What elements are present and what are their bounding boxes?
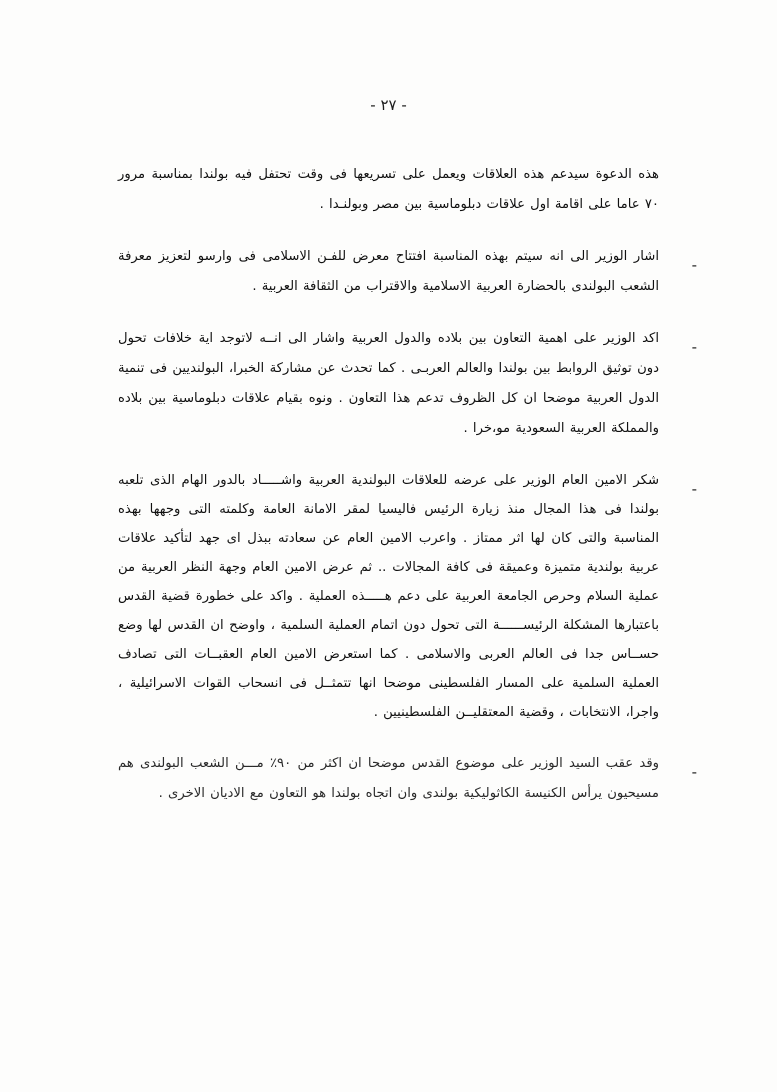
- paragraph-5: [118, 749, 697, 809]
- page-number: - ٢٧ -: [370, 96, 407, 114]
- paragraph-marker-5: -: [691, 763, 697, 781]
- paragraph-4: [118, 466, 697, 727]
- paragraph-text-2: اشار الوزير الى انه سيتم بهذه المناسبة افتتاح معرض للفـن الاسلامى فى وارسو لتعزيز معرفة الشعب البولندى بالحضارة العربية الاسلامية والاقتراب من الثقافة العربية .: [118, 249, 659, 294]
- document-body: [118, 160, 697, 831]
- paragraph-marker-2: -: [691, 256, 697, 274]
- paragraph-1: [118, 160, 659, 220]
- paragraph-text-5: وقد عقب السيد الوزير على موضوع القدس موضحا ان اكثر من ٩٠٪ مـــن الشعب البولندى هم مسيحيون يرأس الكنيسة الكاثوليكية بولندى وان اتجاه بولندا هو التعاون مع الاديان الاخرى .: [118, 756, 659, 801]
- paragraph-2: [118, 242, 697, 302]
- paragraph-text-1: هذه الدعوة سيدعم هذه العلاقات ويعمل على تسريعها فى وقت تحتفل فيه بولندا بمناسبة مرور ٧٠ عاما على اقامة اول علاقات دبلوماسية بين مصر وبولنـدا .: [118, 167, 659, 212]
- paragraph-text-3: اكد الوزير على اهمية التعاون بين بلاده والدول العربية واشار الى انــه لاتوجد اية خلافات تحول دون توثيق الروابط بين بولندا والعالم العربـى . كما تحدث عن مشاركة الخبرا، البولنديين فى تنمية الدول العربية موضحا ان كل الظروف تدعم هذا التعاون . ونوه بقيام علاقات دبلوماسية بين بلاده والمملكة العربية السعودية مو،خرا .: [118, 331, 659, 436]
- paragraph-marker-4: -: [691, 480, 697, 498]
- paragraph-marker-3: -: [691, 338, 697, 356]
- paragraph-3: [118, 324, 697, 444]
- paragraph-text-4: شكر الامين العام الوزير على عرضه للعلاقات البولندية العربية واشـــــاد بالدور الهام الذى تلعبه بولندا فى هذا المجال منذ زيارة الرئيس فاليسيا لمقر الامانة العامة وكلمته التى وجهها بهذه المناسبة والتى كان لها اثر ممتاز . واعرب الامين العام عن سعادته ببذل اى جهد لتأكيد علاقات عربية بولندية متميزة وعميقة فى كافة المجالات .. ثم عرض الامين العام وجهة النظر العربية من عملية السلام وحرص الجامعة العربية على دعم هـــــذه العملية . واكد على خطورة قضية القدس باعتبارها المشكلة الرئيســــــة التى تحول دون اتمام العملية السلمية ، واوضح ان القدس لها وضع حســاس جدا فى العالم العربى والاسلامى . كما استعرض الامين العام العقبــات التى تصادف العملية السلمية على المسار الفلسطينى موضحا انها تتمثــل فى انسحاب القوات الاسرائيلية ، واجرا، الانتخابات ، وقضية المعتقليــن الفلسطينيين .: [118, 473, 659, 720]
